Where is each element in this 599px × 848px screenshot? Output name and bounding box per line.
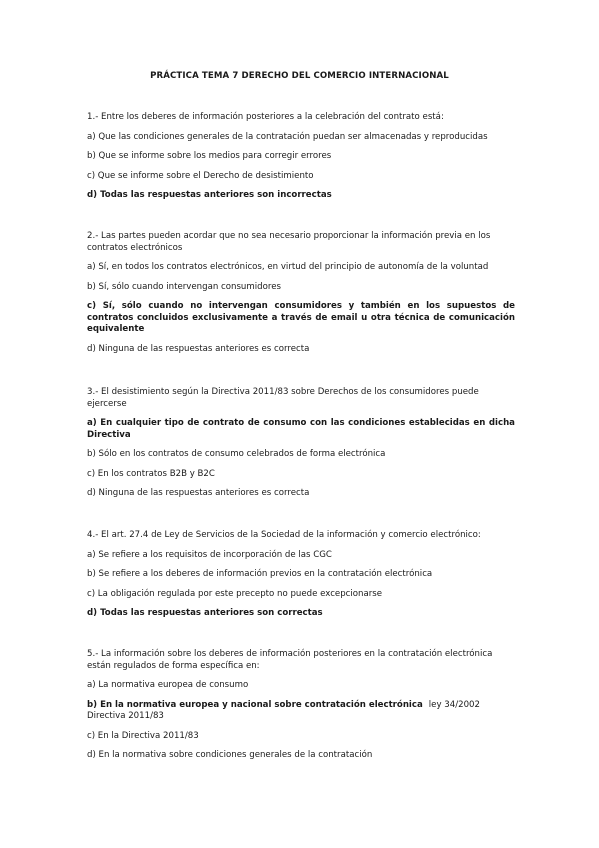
question-stem: 5.- La información sobre los deberes de información posteriores en la contratación electrónica están regulados de forma específica en: — [87, 649, 493, 671]
answer-option: c) La obligación regulada por este precepto no puede excepcionarse — [87, 588, 383, 599]
answer-option: a) Que las condiciones generales de la contratación puedan ser almacenadas y reproducidas — [87, 131, 488, 142]
correct-answer-option — [87, 700, 515, 723]
correct-answer-option: c) Sí, sólo cuando no intervengan consumidores y también en los supuestos de contratos concluidos exclusivamente a través de email u otra técnica de comunicación equivalente — [87, 301, 515, 334]
question-stem: 3.- El desistimiento según la Directiva 2011/83 sobre Derechos de los consumidores puede ejercerse — [87, 387, 479, 409]
answer-option: d) Ninguna de las respuestas anteriores es correcta — [87, 343, 310, 354]
question-stem: 2.- Las partes pueden acordar que no sea necesario proporcionar la información previa en los contratos electrónicos — [87, 231, 491, 253]
answer-option: b) Sí, sólo cuando intervengan consumidores — [87, 281, 281, 292]
answer-option: c) En los contratos B2B y B2C — [87, 468, 215, 479]
answer-option: c) En la Directiva 2011/83 — [87, 730, 199, 741]
answer-option: a) Sí, en todos los contratos electrónicos, en virtud del principio de autonomía de la voluntad — [87, 262, 489, 272]
answer-option: b) Que se informe sobre los medios para corregir errores — [87, 151, 332, 161]
answer-option: a) Se refiere a los requisitos de incorporación de las CGC — [87, 549, 332, 560]
answer-option: b) Sólo en los contratos de consumo celebrados de forma electrónica — [87, 449, 386, 459]
question-5 — [87, 649, 515, 770]
correct-answer-option: d) Todas las respuestas anteriores son incorrectas — [87, 190, 332, 200]
answer-option: b) Se refiere a los deberes de información previos en la contratación electrónica — [87, 569, 433, 579]
page-title: PRÁCTICA TEMA 7 DERECHO DEL COMERCIO INTERNACIONAL — [150, 71, 449, 81]
answer-option: a) La normativa europea de consumo — [87, 680, 249, 690]
question-stem: 4.- El art. 27.4 de Ley de Servicios de la Sociedad de la información y comercio electrónico: — [87, 530, 481, 540]
answer-option: c) Que se informe sobre el Derecho de desistimiento — [87, 170, 314, 181]
correct-answer-option: d) Todas las respuestas anteriores son correctas — [87, 608, 323, 618]
question-4 — [87, 530, 515, 628]
correct-answer-text: b) En la normativa europea y nacional sobre contratación electrónica — [87, 699, 423, 710]
question-3 — [87, 387, 515, 508]
question-1 — [87, 112, 515, 210]
answer-option: d) Ninguna de las respuestas anteriores es correcta — [87, 488, 310, 498]
answer-note: ley 34/2002 Directiva 2011/83 — [87, 699, 480, 721]
answer-option: d) En la normativa sobre condiciones generales de la contratación — [87, 750, 373, 760]
correct-answer-option: a) En cualquier tipo de contrato de consumo con las condiciones establecidas en dicha Directiva — [87, 418, 515, 440]
question-stem: 1.- Entre los deberes de información posteriores a la celebración del contrato está: — [87, 112, 444, 122]
question-2 — [87, 231, 515, 363]
